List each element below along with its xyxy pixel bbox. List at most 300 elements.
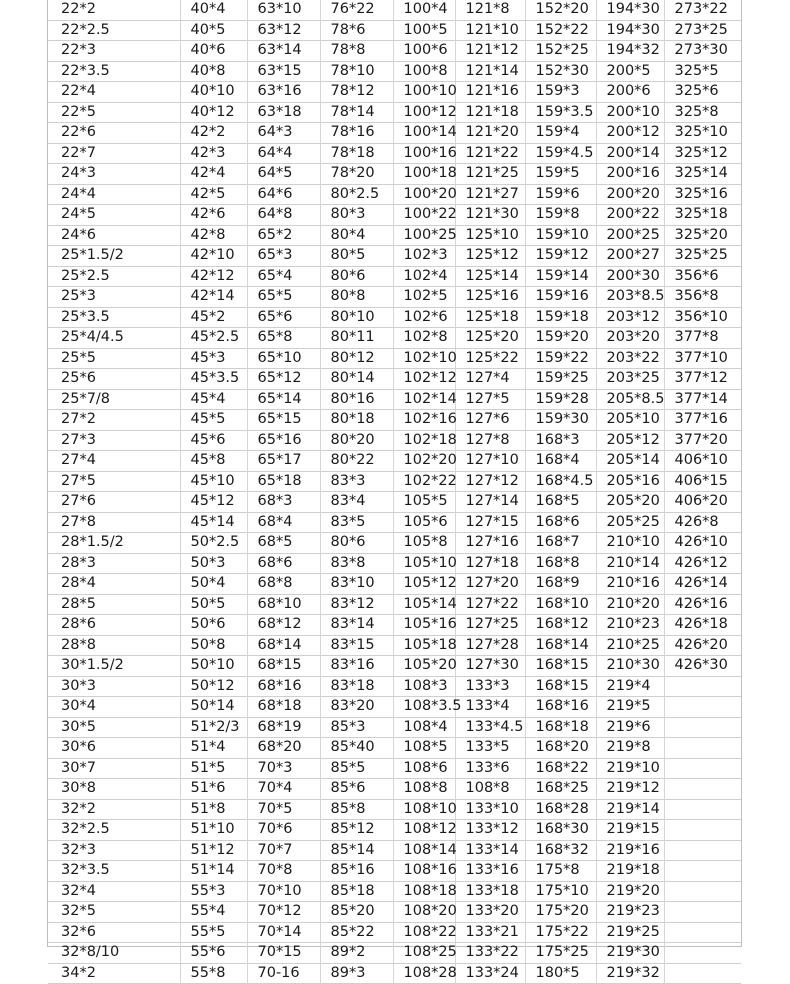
table-cell: 51*4 bbox=[180, 738, 247, 759]
table-cell: 325*6 bbox=[664, 82, 741, 103]
table-cell: 85*16 bbox=[320, 861, 393, 882]
table-cell bbox=[664, 799, 741, 820]
table-cell: 28*3 bbox=[48, 553, 180, 574]
table-cell: 45*10 bbox=[180, 471, 247, 492]
table-cell: 42*6 bbox=[180, 205, 247, 226]
table-cell: 65*14 bbox=[247, 389, 320, 410]
table-cell: 68*4 bbox=[247, 512, 320, 533]
table-cell: 55*6 bbox=[180, 943, 247, 964]
table-row bbox=[48, 246, 741, 267]
table-cell: 80*3 bbox=[320, 205, 393, 226]
table-cell: 102*14 bbox=[393, 389, 455, 410]
table-row bbox=[48, 143, 741, 164]
table-cell: 168*15 bbox=[525, 656, 596, 677]
table-cell: 108*8 bbox=[455, 779, 525, 800]
table-cell: 108*16 bbox=[393, 861, 455, 882]
table-cell: 203*12 bbox=[596, 307, 664, 328]
table-cell: 121*18 bbox=[455, 102, 525, 123]
table-cell: 159*3.5 bbox=[525, 102, 596, 123]
table-cell: 68*14 bbox=[247, 635, 320, 656]
table-cell: 63*18 bbox=[247, 102, 320, 123]
table-cell: 127*25 bbox=[455, 615, 525, 636]
table-cell: 42*10 bbox=[180, 246, 247, 267]
table-cell: 78*10 bbox=[320, 61, 393, 82]
table-cell: 22*2 bbox=[48, 0, 180, 20]
table-cell: 105*16 bbox=[393, 615, 455, 636]
table-cell: 159*22 bbox=[525, 348, 596, 369]
table-cell: 426*14 bbox=[664, 574, 741, 595]
table-cell: 121*10 bbox=[455, 20, 525, 41]
table-cell: 133*21 bbox=[455, 922, 525, 943]
table-cell: 210*14 bbox=[596, 553, 664, 574]
table-cell: 42*14 bbox=[180, 287, 247, 308]
table-cell: 426*8 bbox=[664, 512, 741, 533]
table-cell: 219*16 bbox=[596, 840, 664, 861]
table-cell: 68*6 bbox=[247, 553, 320, 574]
table-row bbox=[48, 922, 741, 943]
table-row bbox=[48, 61, 741, 82]
table-cell: 200*14 bbox=[596, 143, 664, 164]
table-cell: 356*6 bbox=[664, 266, 741, 287]
table-cell: 108*22 bbox=[393, 922, 455, 943]
table-cell: 78*20 bbox=[320, 164, 393, 185]
table-cell: 22*3.5 bbox=[48, 61, 180, 82]
table-cell: 127*4 bbox=[455, 369, 525, 390]
table-cell: 85*22 bbox=[320, 922, 393, 943]
table-cell: 102*5 bbox=[393, 287, 455, 308]
table-cell: 100*18 bbox=[393, 164, 455, 185]
table-cell: 80*20 bbox=[320, 430, 393, 451]
table-cell: 121*22 bbox=[455, 143, 525, 164]
table-cell: 159*16 bbox=[525, 287, 596, 308]
table-cell: 70*3 bbox=[247, 758, 320, 779]
table-cell: 45*6 bbox=[180, 430, 247, 451]
table-cell: 50*12 bbox=[180, 676, 247, 697]
table-row bbox=[48, 287, 741, 308]
table-cell: 121*25 bbox=[455, 164, 525, 185]
table-cell: 68*12 bbox=[247, 615, 320, 636]
table-cell: 108*4 bbox=[393, 717, 455, 738]
table-cell: 168*8 bbox=[525, 553, 596, 574]
table-cell: 426*20 bbox=[664, 635, 741, 656]
table-cell: 40*10 bbox=[180, 82, 247, 103]
table-cell: 377*20 bbox=[664, 430, 741, 451]
table-cell: 76*22 bbox=[320, 0, 393, 20]
table-cell: 219*15 bbox=[596, 820, 664, 841]
table-row bbox=[48, 123, 741, 144]
table-cell: 377*10 bbox=[664, 348, 741, 369]
table-cell: 40*6 bbox=[180, 41, 247, 62]
table-row bbox=[48, 41, 741, 62]
table-cell: 125*10 bbox=[455, 225, 525, 246]
table-cell: 210*16 bbox=[596, 574, 664, 595]
table-cell: 32*8/10 bbox=[48, 943, 180, 964]
table-cell: 159*6 bbox=[525, 184, 596, 205]
table-cell: 175*10 bbox=[525, 881, 596, 902]
table-cell: 68*16 bbox=[247, 676, 320, 697]
table-cell: 273*25 bbox=[664, 20, 741, 41]
table-cell: 32*5 bbox=[48, 902, 180, 923]
table-cell: 325*16 bbox=[664, 184, 741, 205]
table-cell bbox=[664, 758, 741, 779]
table-cell: 30*8 bbox=[48, 779, 180, 800]
table-cell: 55*5 bbox=[180, 922, 247, 943]
table-cell: 25*2.5 bbox=[48, 266, 180, 287]
table-cell: 80*18 bbox=[320, 410, 393, 431]
table-row bbox=[48, 697, 741, 718]
table-cell: 159*25 bbox=[525, 369, 596, 390]
table-cell: 32*4 bbox=[48, 881, 180, 902]
table-cell: 203*25 bbox=[596, 369, 664, 390]
table-cell: 50*3 bbox=[180, 553, 247, 574]
table-cell: 65*3 bbox=[247, 246, 320, 267]
table-cell: 80*10 bbox=[320, 307, 393, 328]
table-cell: 24*6 bbox=[48, 225, 180, 246]
table-cell: 100*16 bbox=[393, 143, 455, 164]
table-cell: 51*8 bbox=[180, 799, 247, 820]
table-row bbox=[48, 205, 741, 226]
table-row bbox=[48, 594, 741, 615]
table-cell: 426*16 bbox=[664, 594, 741, 615]
table-cell: 159*12 bbox=[525, 246, 596, 267]
table-cell: 32*3.5 bbox=[48, 861, 180, 882]
table-cell: 219*32 bbox=[596, 963, 664, 984]
table-cell: 168*6 bbox=[525, 512, 596, 533]
table-cell: 133*3 bbox=[455, 676, 525, 697]
table-cell: 40*12 bbox=[180, 102, 247, 123]
table-cell: 83*4 bbox=[320, 492, 393, 513]
table-cell: 105*18 bbox=[393, 635, 455, 656]
table-cell: 108*18 bbox=[393, 881, 455, 902]
table-cell: 27*3 bbox=[48, 430, 180, 451]
table-cell: 205*8.5 bbox=[596, 389, 664, 410]
table-cell: 28*4 bbox=[48, 574, 180, 595]
table-cell: 51*10 bbox=[180, 820, 247, 841]
table-cell bbox=[664, 738, 741, 759]
table-cell: 65*5 bbox=[247, 287, 320, 308]
table-cell: 85*8 bbox=[320, 799, 393, 820]
table-cell: 65*16 bbox=[247, 430, 320, 451]
table-cell: 42*2 bbox=[180, 123, 247, 144]
table-cell: 32*2.5 bbox=[48, 820, 180, 841]
table-cell: 121*20 bbox=[455, 123, 525, 144]
table-cell: 27*2 bbox=[48, 410, 180, 431]
table-cell: 83*20 bbox=[320, 697, 393, 718]
table-cell: 121*16 bbox=[455, 82, 525, 103]
table-cell: 100*5 bbox=[393, 20, 455, 41]
table-row bbox=[48, 553, 741, 574]
table-cell: 127*28 bbox=[455, 635, 525, 656]
table-cell: 102*22 bbox=[393, 471, 455, 492]
table-cell: 63*16 bbox=[247, 82, 320, 103]
table-cell: 28*8 bbox=[48, 635, 180, 656]
table-cell: 168*4 bbox=[525, 451, 596, 472]
table-cell: 78*16 bbox=[320, 123, 393, 144]
table-cell: 22*2.5 bbox=[48, 20, 180, 41]
table-cell: 168*32 bbox=[525, 840, 596, 861]
table-cell: 219*30 bbox=[596, 943, 664, 964]
table-cell bbox=[664, 943, 741, 964]
table-cell: 100*14 bbox=[393, 123, 455, 144]
table-cell: 127*5 bbox=[455, 389, 525, 410]
table-row bbox=[48, 307, 741, 328]
table-row bbox=[48, 266, 741, 287]
table-cell: 168*25 bbox=[525, 779, 596, 800]
pipe-size-table bbox=[48, 0, 741, 984]
table-cell: 80*6 bbox=[320, 266, 393, 287]
table-cell: 34*2 bbox=[48, 963, 180, 984]
table-cell: 42*8 bbox=[180, 225, 247, 246]
table-cell: 219*18 bbox=[596, 861, 664, 882]
table-cell: 105*20 bbox=[393, 656, 455, 677]
table-cell: 133*18 bbox=[455, 881, 525, 902]
table-cell: 133*5 bbox=[455, 738, 525, 759]
table-cell: 40*8 bbox=[180, 61, 247, 82]
table-cell: 152*25 bbox=[525, 41, 596, 62]
table-cell: 175*22 bbox=[525, 922, 596, 943]
table-cell: 121*8 bbox=[455, 0, 525, 20]
table-cell: 22*3 bbox=[48, 41, 180, 62]
table-cell: 32*6 bbox=[48, 922, 180, 943]
table-row bbox=[48, 799, 741, 820]
table-cell: 203*20 bbox=[596, 328, 664, 349]
table-cell: 64*6 bbox=[247, 184, 320, 205]
table-cell: 63*10 bbox=[247, 0, 320, 20]
table-cell: 105*6 bbox=[393, 512, 455, 533]
table-cell: 28*1.5/2 bbox=[48, 533, 180, 554]
table-cell: 70-16 bbox=[247, 963, 320, 984]
table-cell: 325*20 bbox=[664, 225, 741, 246]
table-cell: 70*7 bbox=[247, 840, 320, 861]
table-cell: 205*14 bbox=[596, 451, 664, 472]
table-cell: 105*8 bbox=[393, 533, 455, 554]
table-cell: 180*5 bbox=[525, 963, 596, 984]
table-cell: 42*5 bbox=[180, 184, 247, 205]
table-cell: 219*10 bbox=[596, 758, 664, 779]
table-cell: 25*7/8 bbox=[48, 389, 180, 410]
table-cell: 42*3 bbox=[180, 143, 247, 164]
table-cell: 325*8 bbox=[664, 102, 741, 123]
table-cell: 205*20 bbox=[596, 492, 664, 513]
table-cell: 159*18 bbox=[525, 307, 596, 328]
table-cell: 83*5 bbox=[320, 512, 393, 533]
table-cell: 55*8 bbox=[180, 963, 247, 984]
table-cell: 152*30 bbox=[525, 61, 596, 82]
table-cell: 127*30 bbox=[455, 656, 525, 677]
table-cell: 45*14 bbox=[180, 512, 247, 533]
table-cell: 45*12 bbox=[180, 492, 247, 513]
table-cell: 85*14 bbox=[320, 840, 393, 861]
table-cell: 45*8 bbox=[180, 451, 247, 472]
table-cell: 24*3 bbox=[48, 164, 180, 185]
table-cell: 102*6 bbox=[393, 307, 455, 328]
table-cell: 68*18 bbox=[247, 697, 320, 718]
table-cell: 100*22 bbox=[393, 205, 455, 226]
table-cell: 63*14 bbox=[247, 41, 320, 62]
table-cell: 219*4 bbox=[596, 676, 664, 697]
table-cell: 45*3.5 bbox=[180, 369, 247, 390]
table-cell: 377*16 bbox=[664, 410, 741, 431]
table-cell: 27*8 bbox=[48, 512, 180, 533]
table-cell: 200*27 bbox=[596, 246, 664, 267]
table-cell: 406*20 bbox=[664, 492, 741, 513]
table-cell: 68*20 bbox=[247, 738, 320, 759]
table-cell: 108*25 bbox=[393, 943, 455, 964]
table-cell: 51*12 bbox=[180, 840, 247, 861]
table-cell: 100*25 bbox=[393, 225, 455, 246]
table-row bbox=[48, 328, 741, 349]
table-cell: 133*4 bbox=[455, 697, 525, 718]
table-row bbox=[48, 389, 741, 410]
table-cell: 273*30 bbox=[664, 41, 741, 62]
table-cell: 168*30 bbox=[525, 820, 596, 841]
table-cell: 51*5 bbox=[180, 758, 247, 779]
table-cell: 70*12 bbox=[247, 902, 320, 923]
table-cell: 127*6 bbox=[455, 410, 525, 431]
table-row bbox=[48, 676, 741, 697]
table-cell: 42*4 bbox=[180, 164, 247, 185]
table-cell: 168*22 bbox=[525, 758, 596, 779]
table-row bbox=[48, 881, 741, 902]
table-cell: 121*30 bbox=[455, 205, 525, 226]
table-row bbox=[48, 102, 741, 123]
table-row bbox=[48, 963, 741, 984]
table-cell: 205*16 bbox=[596, 471, 664, 492]
table-row bbox=[48, 184, 741, 205]
table-cell: 68*5 bbox=[247, 533, 320, 554]
table-cell: 325*14 bbox=[664, 164, 741, 185]
table-cell: 83*10 bbox=[320, 574, 393, 595]
table-cell: 100*12 bbox=[393, 102, 455, 123]
table-row bbox=[48, 943, 741, 964]
table-cell: 175*8 bbox=[525, 861, 596, 882]
table-cell bbox=[664, 963, 741, 984]
table-cell: 108*6 bbox=[393, 758, 455, 779]
table-cell: 24*4 bbox=[48, 184, 180, 205]
table-cell: 30*6 bbox=[48, 738, 180, 759]
table-cell: 70*6 bbox=[247, 820, 320, 841]
table-cell: 377*14 bbox=[664, 389, 741, 410]
table-row bbox=[48, 574, 741, 595]
table-row bbox=[48, 348, 741, 369]
table-cell: 85*40 bbox=[320, 738, 393, 759]
table-cell: 25*4/4.5 bbox=[48, 328, 180, 349]
table-cell: 205*10 bbox=[596, 410, 664, 431]
table-row bbox=[48, 164, 741, 185]
table-cell: 152*20 bbox=[525, 0, 596, 20]
table-cell bbox=[664, 902, 741, 923]
table-cell: 127*14 bbox=[455, 492, 525, 513]
table-row bbox=[48, 492, 741, 513]
table-cell: 78*12 bbox=[320, 82, 393, 103]
table-cell: 152*22 bbox=[525, 20, 596, 41]
table-cell: 325*10 bbox=[664, 123, 741, 144]
table-cell: 175*20 bbox=[525, 902, 596, 923]
table-cell: 426*12 bbox=[664, 553, 741, 574]
table-cell: 45*5 bbox=[180, 410, 247, 431]
table-cell: 50*2.5 bbox=[180, 533, 247, 554]
table-cell: 25*5 bbox=[48, 348, 180, 369]
table-cell: 45*4 bbox=[180, 389, 247, 410]
table-cell: 356*10 bbox=[664, 307, 741, 328]
table-cell: 219*8 bbox=[596, 738, 664, 759]
table-cell: 50*10 bbox=[180, 656, 247, 677]
table-row bbox=[48, 615, 741, 636]
table-cell: 200*6 bbox=[596, 82, 664, 103]
table-cell bbox=[664, 717, 741, 738]
table-cell: 168*10 bbox=[525, 594, 596, 615]
table-cell: 25*3 bbox=[48, 287, 180, 308]
table-cell: 83*12 bbox=[320, 594, 393, 615]
table-cell bbox=[664, 779, 741, 800]
table-row bbox=[48, 225, 741, 246]
table-cell: 127*20 bbox=[455, 574, 525, 595]
table-cell: 85*5 bbox=[320, 758, 393, 779]
table-cell: 30*5 bbox=[48, 717, 180, 738]
table-cell: 159*28 bbox=[525, 389, 596, 410]
table-cell: 168*4.5 bbox=[525, 471, 596, 492]
table-cell: 68*19 bbox=[247, 717, 320, 738]
table-cell: 80*5 bbox=[320, 246, 393, 267]
table-cell: 80*4 bbox=[320, 225, 393, 246]
table-cell bbox=[664, 676, 741, 697]
table-cell: 50*5 bbox=[180, 594, 247, 615]
table-cell: 200*12 bbox=[596, 123, 664, 144]
table-cell: 159*4 bbox=[525, 123, 596, 144]
table-cell: 200*5 bbox=[596, 61, 664, 82]
table-cell: 80*6 bbox=[320, 533, 393, 554]
table-cell: 210*23 bbox=[596, 615, 664, 636]
table-row bbox=[48, 430, 741, 451]
table-cell: 85*12 bbox=[320, 820, 393, 841]
table-cell: 325*18 bbox=[664, 205, 741, 226]
table-cell: 100*10 bbox=[393, 82, 455, 103]
table-cell bbox=[664, 861, 741, 882]
table-cell: 28*6 bbox=[48, 615, 180, 636]
table-cell: 219*14 bbox=[596, 799, 664, 820]
table-cell: 68*15 bbox=[247, 656, 320, 677]
table-cell: 80*16 bbox=[320, 389, 393, 410]
table-cell bbox=[664, 820, 741, 841]
table-cell: 85*3 bbox=[320, 717, 393, 738]
table-cell: 50*4 bbox=[180, 574, 247, 595]
table-cell: 83*18 bbox=[320, 676, 393, 697]
table-cell: 51*2/3 bbox=[180, 717, 247, 738]
table-cell bbox=[664, 840, 741, 861]
table-cell: 24*5 bbox=[48, 205, 180, 226]
table-cell: 65*17 bbox=[247, 451, 320, 472]
table-row bbox=[48, 533, 741, 554]
table-row bbox=[48, 738, 741, 759]
table-cell: 45*2.5 bbox=[180, 328, 247, 349]
table-cell: 80*22 bbox=[320, 451, 393, 472]
table-cell: 27*6 bbox=[48, 492, 180, 513]
table-cell: 159*4.5 bbox=[525, 143, 596, 164]
table-cell: 64*5 bbox=[247, 164, 320, 185]
table-cell: 45*3 bbox=[180, 348, 247, 369]
table-cell: 121*27 bbox=[455, 184, 525, 205]
table-cell: 83*14 bbox=[320, 615, 393, 636]
table-row bbox=[48, 902, 741, 923]
table-cell: 83*15 bbox=[320, 635, 393, 656]
table-cell bbox=[664, 697, 741, 718]
table-cell: 25*6 bbox=[48, 369, 180, 390]
table-row bbox=[48, 656, 741, 677]
table-cell: 55*3 bbox=[180, 881, 247, 902]
table-row bbox=[48, 717, 741, 738]
table-cell: 22*4 bbox=[48, 82, 180, 103]
table-cell: 210*25 bbox=[596, 635, 664, 656]
